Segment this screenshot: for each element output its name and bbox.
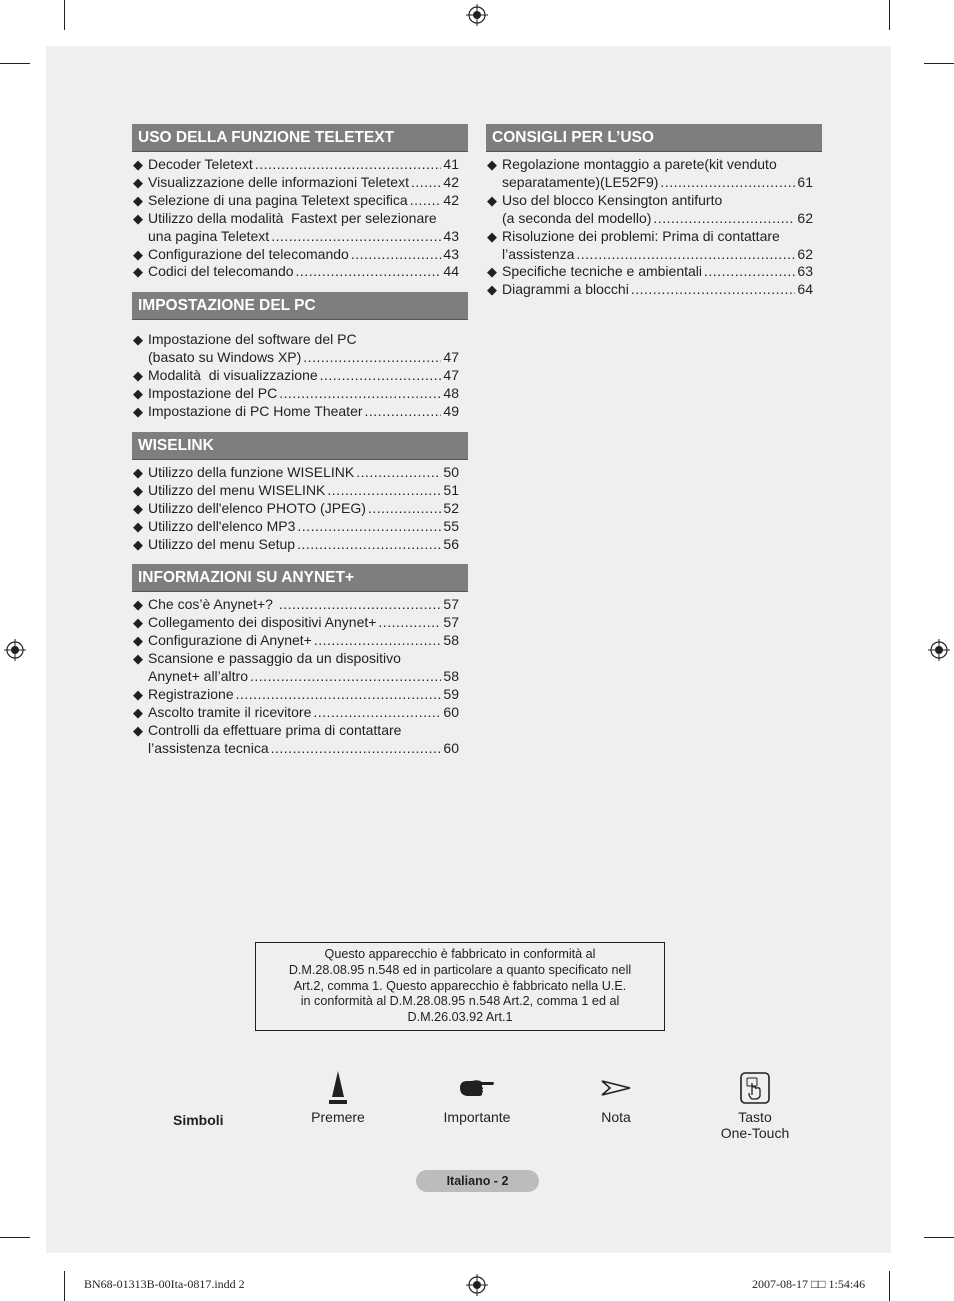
toc-entry-text: Codici del telecomando — [148, 263, 294, 280]
toc-entry — [487, 192, 822, 228]
diamond-bullet-icon: ◆ — [133, 482, 143, 498]
toc-entry — [487, 281, 822, 299]
toc-page-number: 44 — [443, 263, 459, 280]
crop-mark — [0, 63, 30, 64]
dot-leader — [365, 403, 442, 421]
diamond-bullet-icon: ◆ — [133, 332, 143, 348]
toc-page-number: 64 — [797, 281, 813, 298]
diamond-bullet-icon: ◆ — [487, 264, 497, 280]
dot-leader — [704, 263, 795, 281]
registration-mark-icon — [4, 639, 26, 661]
toc-page-number: 58 — [443, 632, 459, 649]
dot-leader — [236, 686, 442, 704]
symbol-one-touch-label: One-Touch — [720, 1125, 790, 1141]
dot-leader — [411, 174, 441, 192]
toc-entry-text: Anynet+ all’altro — [148, 668, 249, 685]
diamond-bullet-icon: ◆ — [133, 500, 143, 516]
toc-page-number: 59 — [443, 685, 459, 702]
toc-entry-text: Risoluzione dei problemi: Prima di contattare — [502, 227, 780, 244]
toc-section — [132, 432, 468, 554]
diamond-bullet-icon: ◆ — [133, 174, 143, 190]
dot-leader — [351, 246, 442, 264]
diamond-bullet-icon: ◆ — [133, 386, 143, 402]
notice-line: Art.2, comma 1. Questo apparecchio è fabbricato nella U.E. — [293, 978, 627, 993]
toc-entry-text: Registrazione — [148, 685, 234, 702]
toc-entry-text: Diagrammi a blocchi — [502, 281, 629, 298]
toc-entry-text: Scansione e passaggio da un dispositivo — [148, 650, 401, 667]
toc-entry — [133, 596, 468, 614]
toc-entry — [133, 722, 468, 758]
dot-leader — [303, 349, 441, 367]
toc-list — [132, 152, 468, 281]
toc-entry — [133, 263, 468, 281]
toc-entry-text: Configurazione del telecomando — [148, 245, 349, 262]
toc-entry — [133, 331, 468, 367]
toc-entry-text: separatamente)(LE52F9) — [502, 173, 659, 190]
diamond-bullet-icon: ◆ — [133, 536, 143, 552]
conformity-notice — [255, 942, 665, 1031]
toc-entry-text: Configurazione di Anynet+ — [148, 632, 312, 649]
registration-mark-icon — [466, 1274, 488, 1296]
toc-entry — [133, 518, 468, 536]
diamond-bullet-icon: ◆ — [133, 192, 143, 208]
toc-entry — [133, 246, 468, 264]
toc-entry-text: una pagina Teletext — [148, 227, 270, 244]
toc-entry-text: Utilizzo del menu WISELINK — [148, 481, 326, 498]
toc-page-number: 61 — [797, 173, 813, 190]
toc-entry — [133, 156, 468, 174]
diamond-bullet-icon: ◆ — [487, 157, 497, 172]
diamond-bullet-icon: ◆ — [133, 464, 143, 480]
toc-entry-text: Utilizzo dell'elenco MP3 — [148, 517, 296, 534]
toc-entry — [487, 156, 822, 192]
dot-leader — [296, 263, 442, 281]
notice-line: D.M.26.03.92 Art.1 — [407, 1010, 513, 1025]
toc-page-number: 48 — [443, 385, 459, 402]
document-page — [46, 46, 891, 1253]
toc-entry — [133, 385, 468, 403]
toc-page-number: 57 — [443, 614, 459, 631]
diamond-bullet-icon: ◆ — [487, 228, 497, 244]
dot-leader — [368, 500, 441, 518]
toc-page-number: 49 — [443, 402, 459, 419]
toc-list — [132, 460, 468, 554]
toc-page-number: 52 — [443, 499, 459, 516]
toc-page-number: 42 — [443, 191, 459, 208]
toc-page-number: 47 — [443, 349, 459, 366]
diamond-bullet-icon: ◆ — [133, 246, 143, 262]
toc-entry-text: Uso del blocco Kensington antifurto — [502, 191, 723, 208]
toc-column-left — [132, 124, 468, 769]
dot-leader — [250, 668, 441, 686]
symbol-important — [407, 1071, 547, 1125]
toc-list — [132, 592, 468, 757]
toc-entry — [487, 263, 822, 281]
registration-mark-icon — [928, 639, 950, 661]
toc-entry — [133, 210, 468, 246]
toc-page-number: 63 — [797, 263, 813, 280]
symbol-note — [546, 1071, 686, 1125]
diamond-bullet-icon: ◆ — [133, 704, 143, 720]
toc-entry — [133, 632, 468, 650]
toc-entry-text: Visualizzazione delle informazioni Teletext — [148, 173, 409, 190]
toc-entry-text: Utilizzo del menu Setup — [148, 535, 296, 552]
toc-entry-text: Impostazione di PC Home Theater — [148, 402, 363, 419]
toc-page-number: 57 — [443, 596, 459, 613]
toc-page-number: 43 — [443, 227, 459, 244]
toc-entry — [133, 650, 468, 686]
symbols-title: Simboli — [173, 1112, 224, 1128]
toc-entry-text: l’assistenza tecnica — [148, 739, 269, 756]
toc-entry-text: Impostazione del software del PC — [148, 331, 357, 348]
diamond-bullet-icon: ◆ — [133, 264, 143, 280]
toc-entry-text: Selezione di una pagina Teletext specifica — [148, 191, 408, 208]
dot-leader — [255, 156, 442, 174]
toc-entry — [133, 464, 468, 482]
toc-entry-text: Collegamento dei dispositivi Anynet+ — [148, 614, 377, 631]
diamond-bullet-icon: ◆ — [133, 597, 143, 613]
toc-entry-text: l’assistenza — [502, 245, 575, 262]
diamond-bullet-icon: ◆ — [133, 615, 143, 631]
toc-entry-text: Utilizzo della funzione WISELINK — [148, 463, 355, 480]
toc-entry — [133, 482, 468, 500]
symbol-press-label: Premere — [311, 1109, 365, 1125]
toc-entry-text: (basato su Windows XP) — [148, 349, 302, 366]
section-header: IMPOSTAZIONE DEL PC — [132, 292, 468, 320]
diamond-bullet-icon: ◆ — [133, 403, 143, 419]
one-touch-button-icon — [739, 1071, 771, 1105]
toc-entry — [133, 704, 468, 722]
toc-entry-text: (a seconda del modello) — [502, 209, 652, 226]
press-arrow-icon — [328, 1071, 348, 1105]
toc-entry — [133, 686, 468, 704]
crop-mark — [889, 0, 890, 30]
toc-page-number: 60 — [443, 739, 459, 756]
toc-entry — [133, 367, 468, 385]
dot-leader — [313, 704, 441, 722]
diamond-bullet-icon: ◆ — [133, 722, 143, 738]
toc-entry-text: Utilizzo della modalità Fastext per selezionare — [148, 209, 437, 226]
toc-entry-text: Controlli da effettuare prima di contattare — [148, 721, 402, 738]
registration-mark-icon — [466, 4, 488, 26]
dot-leader — [314, 632, 442, 650]
toc-page-number: 58 — [443, 668, 459, 685]
toc-list — [486, 152, 822, 299]
crop-mark — [924, 63, 954, 64]
slug-filename: BN68-01313B-00Ita-0817.indd 2 — [84, 1277, 245, 1291]
toc-entry — [133, 614, 468, 632]
dot-leader — [378, 614, 441, 632]
toc-page-number: 42 — [443, 173, 459, 190]
toc-page-number: 56 — [443, 535, 459, 552]
toc-page-number: 41 — [443, 156, 459, 172]
toc-section — [486, 124, 822, 299]
dot-leader — [297, 536, 441, 554]
toc-page-number: 62 — [797, 245, 813, 262]
dot-leader — [410, 192, 442, 210]
toc-page-number: 55 — [443, 517, 459, 534]
toc-page-number: 62 — [797, 209, 813, 226]
section-header: CONSIGLI PER L’USO — [486, 124, 822, 152]
diamond-bullet-icon: ◆ — [133, 518, 143, 534]
toc-entry — [133, 500, 468, 518]
toc-entry-text: Specifiche tecniche e ambientali — [502, 263, 703, 280]
toc-entry-text: Ascolto tramite il ricevitore — [148, 703, 312, 720]
toc-entry — [133, 192, 468, 210]
notice-line: D.M.28.08.95 n.548 ed in particolare a quanto specificato nell — [288, 962, 632, 977]
dot-leader — [297, 518, 441, 536]
toc-entry-text: Che cos’è Anynet+? — [148, 596, 277, 613]
slug-timestamp: 2007-08-17 □□ 1:54:46 — [752, 1277, 866, 1291]
page-number-badge: Italiano - 2 — [416, 1170, 539, 1192]
crop-mark — [64, 0, 65, 30]
toc-section — [132, 292, 468, 421]
diamond-bullet-icon: ◆ — [487, 282, 497, 298]
toc-page-number: 47 — [443, 367, 459, 384]
symbol-one-touch-label: Tasto — [738, 1109, 772, 1125]
diamond-bullet-icon: ◆ — [133, 686, 143, 702]
crop-mark — [0, 1237, 30, 1238]
toc-section — [132, 564, 468, 757]
symbol-note-label: Nota — [601, 1109, 631, 1125]
diamond-bullet-icon: ◆ — [133, 651, 143, 667]
section-header: USO DELLA FUNZIONE TELETEXT — [132, 124, 468, 152]
toc-entry — [133, 536, 468, 554]
toc-section — [132, 124, 468, 281]
symbol-press — [268, 1071, 408, 1125]
dot-leader — [660, 174, 795, 192]
toc-entry — [487, 228, 822, 264]
dot-leader — [271, 740, 442, 758]
toc-entry-text: Regolazione montaggio a parete(kit venduto — [502, 156, 777, 172]
diamond-bullet-icon: ◆ — [487, 192, 497, 208]
dot-leader — [271, 228, 441, 246]
symbol-important-label: Importante — [443, 1109, 511, 1125]
dot-leader — [320, 367, 442, 385]
crop-mark — [889, 1271, 890, 1301]
notice-line: in conformità al D.M.28.08.95 n.548 Art.2, comma 1 ed al — [300, 994, 620, 1009]
symbol-one-touch — [685, 1071, 825, 1141]
dot-leader — [356, 464, 441, 482]
toc-list — [132, 320, 468, 421]
section-header: WISELINK — [132, 432, 468, 460]
crop-mark — [924, 1237, 954, 1238]
toc-page-number: 50 — [443, 463, 459, 480]
toc-entry — [133, 174, 468, 192]
dot-leader — [631, 281, 796, 299]
diamond-bullet-icon: ◆ — [133, 210, 143, 226]
note-arrow-icon — [600, 1071, 632, 1105]
dot-leader — [653, 210, 795, 228]
diamond-bullet-icon: ◆ — [133, 633, 143, 649]
diamond-bullet-icon: ◆ — [133, 368, 143, 384]
symbols-legend — [46, 1066, 891, 1176]
toc-entry-text: Modalità di visualizzazione — [148, 367, 318, 384]
pointing-hand-icon — [458, 1071, 496, 1105]
diamond-bullet-icon: ◆ — [133, 157, 143, 172]
toc-entry — [133, 403, 468, 421]
crop-mark — [64, 1271, 65, 1301]
dot-leader — [279, 385, 441, 403]
toc-entry-text: Impostazione del PC — [148, 385, 278, 402]
toc-entry-text: Decoder Teletext — [148, 156, 253, 172]
toc-page-number: 51 — [443, 481, 459, 498]
dot-leader — [279, 596, 442, 614]
section-header: INFORMAZIONI SU ANYNET+ — [132, 564, 468, 592]
toc-page-number: 60 — [443, 703, 459, 720]
dot-leader — [576, 246, 795, 264]
toc-column-right — [486, 124, 822, 310]
notice-line: Questo apparecchio è fabbricato in conformità al — [324, 947, 596, 961]
toc-page-number: 43 — [443, 245, 459, 262]
toc-entry-text: Utilizzo dell'elenco PHOTO (JPEG) — [148, 499, 366, 516]
dot-leader — [327, 482, 441, 500]
